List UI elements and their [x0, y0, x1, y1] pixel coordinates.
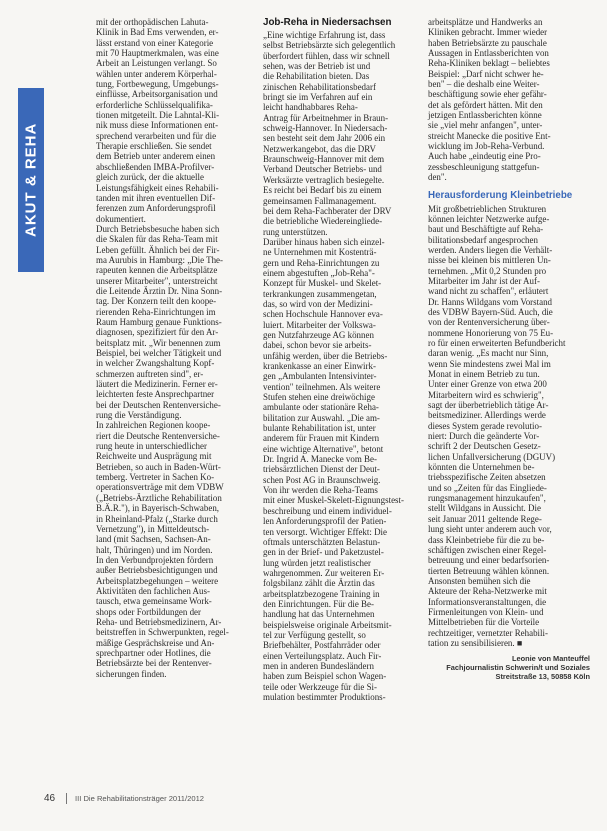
text-column-2: [263, 17, 423, 702]
body-text: arbeitsplätze und Handwerks an Kliniken gebracht. Immer wieder haben Betriebsärzte zu pauschale Aussagen in Entlassberichten von Reha-Kliniken beklagt – beliebtes Beispiel: „Darf nicht schwer he- ben" – die deshalb eine Weiter- beschäftigung sowie eher gefähr- det als gefördert hätten. Mit den jetzigen Entlassberichten könne sie „viel mehr anfangen", unter- streicht Manecke die positive Ent- wicklung im Job-Reha-Verbund. Auch habe „eindeutig eine Pro- zessbeschleunigung stattgefun- den".: [428, 17, 551, 183]
body-text: Mit großbetrieblichen Strukturen können leichter Netzwerke aufge- baut und Beschäftigte auf Reha- bilitationsbedarf angesprochen werden. Anders liegen die Verhält- nisse bei kleinen bis mittleren Un- ternehmen. „Mit 0,2 Stunden pro Mitarbeiter im Jahr ist der Auf- wand nicht zu schaffen", erläutert Dr. Hanns Wildgans vom Vorstand des VDBW Bayern-Süd. Auch, die von der Rentenversicherung über- nommene Honorierung von 75 Eu- ro für einen erweiterten Befundbericht daran wenig. „Es macht nur Sinn, wenn Sie mindestens zwei Mal im Monat in einem Betrieb zu tun. Unter einer Grenze von etwa 200 Mitarbeitern wird es schwierig", sagt der überbetrieblich tätige Ar- beitsmediziner. Allerdings werde dieses System gerade revolutio- niert: Durch die geänderte Vor- schrift 2 der Deutschen Gesetz- lichen Unfallversicherung (DGUV) könnten die Unternehmen be- triebsspezifische Zeiten absetzen und so „Zeiten für das Eingliede- rungsmanagement hinzukaufen", stellt Wildgans in Aussicht. Die seit Januar 2011 geltende Rege- lung sieht unter anderem auch vor, dass Kleinbetriebe für die zu be- schäftigen zwischen einer Regel- betreuung und einer bedarfsorien- tierten Betreuung wählen können. Ansonsten bemühen sich die Akteure der Reha-Netzwerke mit Informationsveranstaltungen, die Firmenleitungen von Klein- und Mittelbetrieben für die Vorteile rechtzeitiger, vernetzter Rehabili- tation zu sensibilisieren. ■: [428, 203, 566, 648]
footer-divider: [66, 793, 67, 804]
text-column-3: [428, 17, 590, 681]
section-heading: Job-Reha in Niedersachsen: [263, 17, 392, 28]
author-role: Fachjournalistin Schwerin/t und Soziales: [446, 663, 590, 673]
author-block: [428, 654, 590, 681]
page-number: 46: [44, 793, 56, 804]
body-text: mit der orthopädischen Lahuta- Klinik in Bad Ems verwenden, er- lässt erstand von einer Kategorie mit 70 Hauptmerkmalen, was eine Arbeit an Leistungen verlangt. So wählen unter anderem Körperhal- tung, Fortbewegung, Umgebungs- einflüsse, Arbeitsorganisation und erforderliche Schlüsselqualifika- tionen mitgeteilt. Die Lahntal-Kli- nik muss diese Informationen ent- sprechend verarbeiten und für die Therapie erschließen. Sie sendet dem Betrieb unter anderem einen abschließenden IMBA-Profilver- gleich zurück, der die aktuelle Leistungsfähigkeit eines Rehabili- tanden mit ihren eventuellen Dif- ferenzen zum Anforderungsprofil dokumentiert. Durch Betriebsbesuche haben sich die Skalen für das Reha-Team mit Leben gefüllt. Ähnlich bei der Fir- ma Aurubis in Hamburg: „Die The- rapeuten kennen die Arbeitsplätze unserer Mitarbeiter", unterstreicht die Leitende Ärztin Dr. Nina Sonn- tag. Der Konzern teilt den koope- rierenden Reha-Einrichtungen im Raum Hamburg genaue Funktions- diagnosen, spezifiziert für den Ar- beitsplatz mit. „Wir benennen zum Beispiel, bei welcher Tätigkeit und in welcher Zwangshaltung Kopf- schmerzen auftreten sind", er- läutert die Medizinerin. Ferner er- leichterten feste Ansprechpartner bei der Deutschen Rentenversiche- rung die Verständigung. In zahlreichen Regionen koope- riert die Deutsche Rentenversiche- rung heute in unterschiedlicher Reichweite und Ausprägung mit Betrieben, so auch in Baden-Würt- temberg. Vertreter in Sachen Ko- operationsverträge mit dem VDBW („Betriebs-Ärztliche Rehabilitation B.Ä.R."), in Bayerisch-Schwaben, in Rheinland-Pfalz („Starke durch Vernetzung"), in Mitteldeutsch- land (mit Sachsen, Sachsen-An- halt, Thüringen) und im Norden. In den Verbundprojekten fördern außer Betriebsbesichtigungen und Arbeitsplatzbegehungen – weitere Aktivitäten den fachlichen Aus- tausch, etwa gemeinsame Work- shops oder Fortbildungen der Reha- und Betriebsmedizinern, Ar- beitstreffen in Schwerpunkten, regel- mäßige Gesprächskreise und An- sprechpartner oder Hotlines, die Betriebsärzte bei der Rentenver- sicherungen finden.: [96, 17, 229, 679]
author-address: Streitstraße 13, 50858 Köln: [495, 672, 590, 682]
section-tab-label: AKUT & REHA: [22, 122, 40, 238]
author-name: Leonie von Manteuffel: [511, 654, 590, 664]
magazine-title: III Die Rehabilitationsträger 2011/2012: [75, 794, 205, 803]
page-footer: [44, 793, 204, 804]
body-text: „Eine wichtige Erfahrung ist, dass selbst Betriebsärzte sich gelegentlich überfordert fühlen, dass wir schnell sehen, was der Betrieb ist und die Rehabilitation bieten. Das zinischen Rehabilitationsbedarf bringt sie im Verfahren auf ein leicht handhabbares Reha- Antrag für Arbeitnehmer in Braun- schweig-Hannover. In Niedersach- sen besteht seit dem Jahr 2006 ein Netzwerkangebot, das die DRV Braunschweig-Hannover mit dem Verband Deutscher Betriebs- und Werksärzte vertraglich besiegelte. Es reicht bei Bedarf bis zu einem gemeinsamen Fallmanagement. bei dem Reha-Fachberater der DRV die betriebliche Wiedereingliede- rung unterstützen. Darüber hinaus haben sich einzel- ne Unternehmen mit Kostenträ- gern und Reha-Einrichtungen zu einem abgestuften „Job-Reha"- Konzept für Muskel- und Skelet- terkrankungen zusammengetan, das, so wird von der Medizini- schen Hochschule Hannover eva- luiert. Mitarbeiter der Volkswa- gen Nutzfahrzeuge AG können dabei, schon bevor sie arbeits- unfähig werden, über die Betriebs- krankenkasse an einer Einwirk- gen „Ambulanten Intensivinter- vention" teilnehmen. Als weitere Stufen stehen eine dreiwöchige ambulante oder stationäre Reha- bilitation zur Auswahl. „Die am- bulante Rehabilitation ist, unter anderem für Frauen mit Kindern eine wichtige Alternative", betont Dr. Ingrid A. Manecke vom Be- triebsärztlichen Dienst der Deut- schen Post AG in Braunschweig. Von ihr werden die Reha-Teams mit einer Muskel-Skelett-Eignungstest- beschreibung und einem individuel- len Anforderungsprofil der Patien- ten versorgt. Wichtiger Effekt: Die oftmals unterschätzten Belastun- gen in der Brief- und Paketzustel- lung würden jetzt realistischer wahrgenommen. Zur weiteren Er- folgsbilanz zählt die Ärztin das arbeitsplatzbezogene Training in den Einrichtungen. Für die Be- handlung hat das Unternehmen beispielsweise originale Arbeitsmit- tel zur Verfügung gestellt, so Briefbehälter, Postfahrräder oder einen Verteilungsplatz. Auch Fir- men in anderen Bundesländern haben zum Beispiel schon Wagen- teile oder Werkzeuge für die Si- mulation bestimmter Produktions-: [263, 30, 404, 702]
text-column-1: [96, 17, 258, 679]
section-subheading: Herausforderung Kleinbetriebe: [428, 189, 573, 201]
